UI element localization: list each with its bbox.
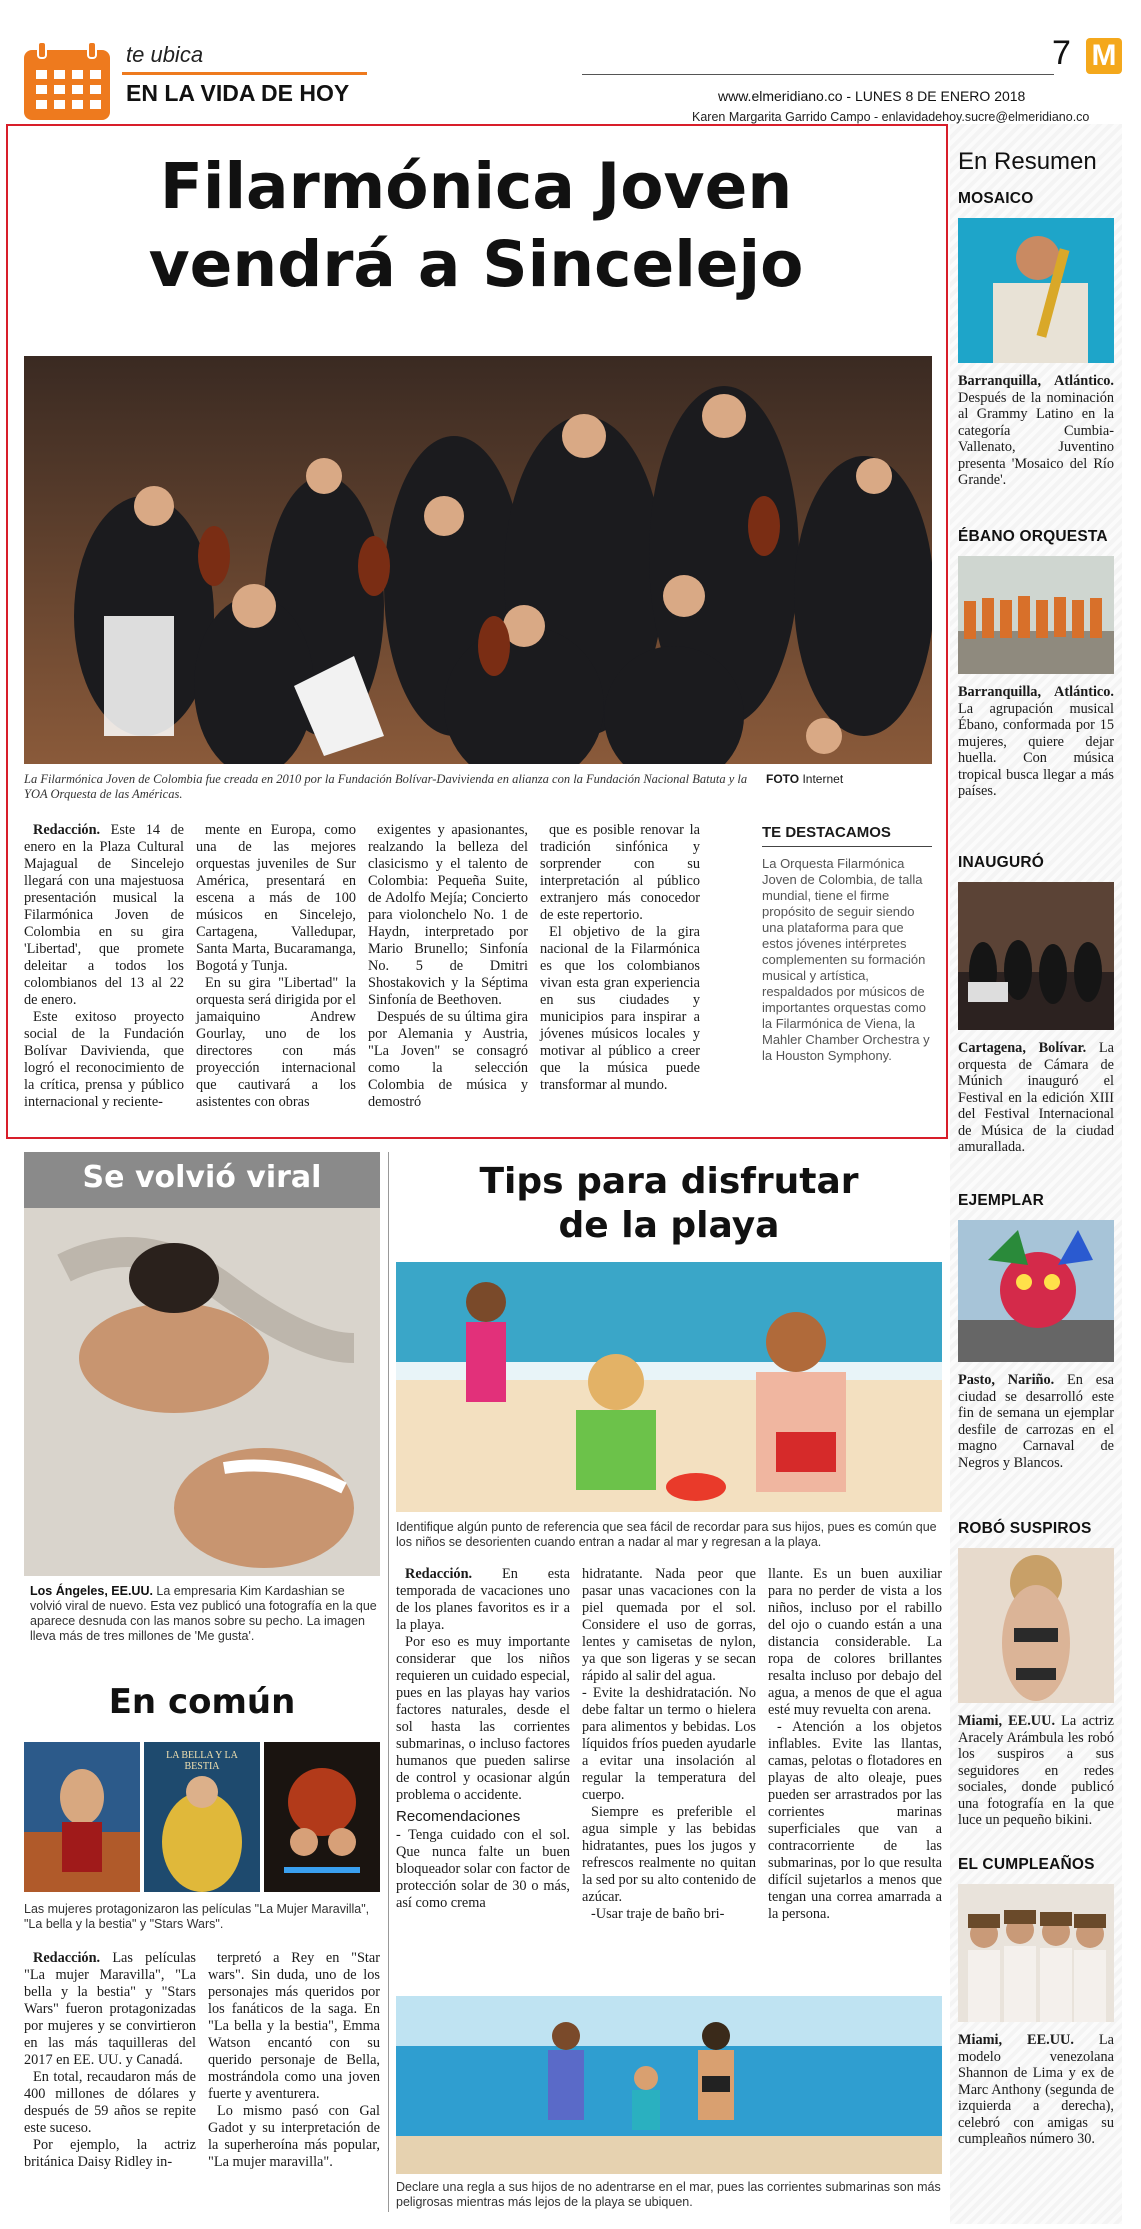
resumen-item-robo-suspiros — [958, 1520, 1114, 1829]
comun-column-1 — [24, 1950, 196, 2171]
actress-bikini-photo — [958, 1548, 1114, 1703]
resumen-item-ebano — [958, 528, 1114, 800]
comun-col2-p1: terpretó a Rey en "Star wars". Sin duda, uno de los personajes más queridos por los fanáticos de la saga. En "La bella y la bestia", Emma Watson encantó con su querido personaje de Bella, mostrándola como una joven fuerte y aventurera. — [208, 1950, 380, 2102]
main-col3-p1: exigentes y apasionantes, realzando la belleza del clasicismo y el talento de Colombia: Pequeña Suite, de Adolfo Mejía; Concierto para violonchelo No. 1 de Haydn, interpretado por Mario Brunello; Sinfonía No. 5 de Dmitri Shostakovich y la Séptima Sinfonía de Beethoven. — [368, 822, 528, 1008]
comun-column-2 — [208, 1950, 380, 2171]
comun-col1-p1: Las películas "La mujer Maravilla", "La bella y la bestia" y "Stars Wars" fueron protagonizadas por mujeres y se convirtieron en las más taquilleras del 2017 en EE. UU. y Canadá. — [24, 1950, 196, 2068]
resumen-text-4: En esa ciudad se desarrolló este fin de semana un ejemplar desfile de carrozas en el magno Carnaval de Negros y Blancos. — [958, 1372, 1114, 1471]
resumen-head-5: ROBÓ SUSPIROS — [958, 1520, 1092, 1537]
main-column-4 — [540, 822, 700, 1094]
te-destacamos-rule — [762, 846, 932, 847]
resumen-head-6: EL CUMPLEAÑOS — [958, 1856, 1095, 1873]
top-rule — [582, 74, 1054, 75]
main-headline-line-1: Filarmónica Joven — [159, 150, 793, 223]
resumen-lead-4: Pasto, Nariño. — [958, 1372, 1055, 1388]
section-label-big: EN LA VIDA DE HOY — [126, 80, 350, 106]
viral-text: La empresaria Kim Kardashian se volvió viral de nuevo. Esta vez publicó una fotografía en la que aparece desnuda con las manos sobre su pecho. La imagen lleva más de tres millones de 'Me gusta'. — [30, 1584, 377, 1643]
tips-col1-p1: En esta temporada de vacaciones uno de los planes favoritos es ir a la playa. — [396, 1566, 570, 1633]
carnival-float-photo — [958, 1220, 1114, 1362]
resumen-lead-1: Barranquilla, Atlántico. — [958, 373, 1114, 389]
viral-caption — [30, 1584, 378, 1644]
resumen-item-inauguro — [958, 854, 1114, 1156]
logo-icon: M — [1086, 38, 1122, 74]
tips-col2-p1: hidratante. Nada peor que pasar unas vacaciones con la piel quemada por el sol. Considere el uso de gorras, lentes y camisetas de nylon, ya que son ligeras y se secan rápido al salir del agua. — [582, 1566, 756, 1684]
family-sea-photo — [396, 1996, 942, 2174]
tips-title-line-2: de la playa — [558, 1205, 780, 1246]
resumen-item-ejemplar — [958, 1192, 1114, 1471]
resumen-lead-3: Cartagena, Bolívar. — [958, 1040, 1087, 1056]
comun-col1-p2: En total, recaudaron más de 400 millones de dólares y después de 59 años se repite este suceso. — [24, 2069, 196, 2136]
chamber-orchestra-photo — [958, 882, 1114, 1030]
main-col4-p1: que es posible renovar la tradición sinfónica y sorprender con su interpretación al público extranjero más conocedor de este repertorio. — [540, 822, 700, 923]
comun-title: En común — [108, 1682, 296, 1722]
tips-col2-p4: -Usar traje de baño bri- — [591, 1906, 725, 1922]
main-column-3 — [368, 822, 528, 1111]
beauty-beast-poster-title: LA BELLA Y LA BESTIA — [166, 1750, 238, 1772]
resumen-head-3: INAUGURÓ — [958, 854, 1044, 871]
main-headline-line-2: vendrá a Sincelejo — [148, 228, 804, 301]
viral-lead: Los Ángeles, EE.UU. — [30, 1584, 153, 1598]
resumen-head-1: MOSAICO — [958, 190, 1034, 207]
comun-col1-lead: Redacción. — [33, 1950, 101, 1966]
resumen-lead-5: Miami, EE.UU. — [958, 1713, 1056, 1729]
resumen-text-5: La actriz Aracely Arámbula les robó los suspiros a sus seguidores en redes sociales, donde publicó una fotografía en la que luce un pequeño bikini. — [958, 1713, 1114, 1828]
calendar-icon — [22, 40, 114, 124]
main-headline — [20, 148, 932, 304]
te-destacamos-text: La Orquesta Filarmónica Joven de Colombia, de talla mundial, tiene el firme propósito de seguir siendo una plataforma para que estos jóvenes intérpretes complementen su formación musical y artística, respaldados por músicos de importantes orquestas como la Filarmónica de Viena, la Mahler Chamber Orchestra y la Houston Symphony. — [762, 856, 930, 1063]
tips-col2-p3: Siempre es preferible el agua simple y las bebidas hidratantes, pues los jugos y refrescos realmente no quitan la sed por su alto contenido de azúcar. — [582, 1804, 756, 1905]
tips-col1-p3: - Tenga cuidado con el sol. Que nunca falte un buen bloqueador solar con factor de protección solar de 30 o más, así como crema — [396, 1827, 570, 1911]
tips-col1-lead: Redacción. — [405, 1566, 473, 1582]
main-col4-p2: El objetivo de la gira nacional de la Filarmónica es que los colombianos vivan esta gran experiencia en sus ciudades y municipios para inspirar a jóvenes músicos locales y motivar al público a creer que la música puede transformar al mundo. — [540, 924, 700, 1093]
comun-col2-p2: Lo mismo pasó con Gal Gadot y su interpretación de la superheroína más popular, "La mujer maravilla". — [208, 2103, 380, 2170]
main-photo-caption: La Filarmónica Joven de Colombia fue creada en 2010 por la Fundación Bolívar-Davivienda en alianza con la Fundación Nacional Batuta y la YOA Orquesta de las Américas. — [24, 772, 748, 801]
resumen-lead-6: Miami, EE.UU. — [958, 2032, 1074, 2048]
tips-col1-p2: Por eso es muy importante considerar que los niños requieren un cuidado especial, pues en las playas hay varios factores naturales, desde el sol hasta las corrientes submarinas, o incluso factores humanos que pueden salirse de control y ocasionar algún problema o accidente. — [396, 1634, 570, 1803]
resumen-item-cumpleanos — [958, 1856, 1114, 2148]
tips-column-1 — [396, 1566, 570, 1912]
tips-col2-p2: - Evite la deshidratación. No debe faltar un termo o hielera para alimentos y bebidas. Los líquidos fríos pueden ayudarle a evitar una insolación al regular la temperatura del cuerpo. — [582, 1685, 756, 1803]
tips-title — [396, 1160, 942, 1248]
section-header — [22, 36, 367, 118]
kardashian-photo — [24, 1208, 380, 1576]
te-destacamos-title: TE DESTACAMOS — [762, 824, 891, 841]
section-label-small: te ubica — [126, 42, 204, 67]
resumen-text-1: Después de la nominación al Grammy Latino en la categoría Cumbia-Vallenato, Juventino presenta 'Mosaico del Río Grande'. — [958, 389, 1114, 488]
page-number: 7 — [1052, 34, 1071, 72]
beauty-beast-poster — [144, 1742, 260, 1892]
comun-col1-p3: Por ejemplo, la actriz británica Daisy Ridley in- — [24, 2137, 196, 2170]
main-col1-p2: Este exitoso proyecto social de la Fundación Bolívar Davivienda, que logró el reconocimiento de la crítica, prensa y público internacional y reciente- — [24, 1009, 184, 1110]
resumen-text-3: La orquesta de Cámara de Múnich inauguró el Festival en la edición XIII del Festival Internacional de Música de la ciudad amurallada. — [958, 1040, 1114, 1155]
tips-top-caption: Identifique algún punto de referencia que sea fácil de recordar para sus hijos, pues es común que los niños se desorienten cuando entran a nadar al mar y regresan a la playa. — [396, 1520, 937, 1549]
section-orange-rule — [122, 72, 367, 75]
comun-caption: Las mujeres protagonizaron las películas "La Mujer Maravilla", "La bella y la bestia" y "Stars Wars". — [24, 1902, 370, 1931]
main-column-1 — [24, 822, 184, 1111]
viral-title: Se volvió viral — [82, 1160, 322, 1195]
column-divider — [388, 1152, 389, 2212]
tips-subhead: Recomendaciones — [396, 1808, 521, 1825]
resumen-lead-2: Barranquilla, Atlántico. — [958, 684, 1114, 700]
resumen-text-6: La modelo venezolana Shannon de Lima y ex de Marc Anthony (segunda de izquierda a derecha), celebró con amigas su cumpleaños número 30. — [958, 2032, 1115, 2147]
editor-line: Karen Margarita Garrido Campo - enlavidadehoy.sucre@elmeridiano.co — [692, 110, 1090, 124]
photo-credit-label: FOTO — [766, 772, 800, 786]
main-col2-p2: En su gira "Libertad" la orquesta será dirigida por el jamaiquino Andrew Gourlay, uno de los directores con más proyección internacional que cautivará a los asistentes con obras — [196, 975, 356, 1110]
resumen-title: En Resumen — [958, 148, 1097, 175]
main-col3-p2: Después de su última gira por Alemania y Austria, "La Joven" se consagró como la selección Colombia de música y demostró — [368, 1009, 528, 1110]
ebano-band-photo — [958, 556, 1114, 674]
birthday-friends-photo — [958, 1884, 1114, 2022]
resumen-head-2: ÉBANO ORQUESTA — [958, 528, 1108, 545]
main-col2-p1: mente en Europa, como una de las mejores orquestas juveniles de Sur América, presentará en escena a más de 100 músicos en Sincelejo, Cartagena, Valledupar, Santa Marta, Bucaramanga, Bogotá y Tunja. — [196, 822, 356, 974]
website-date: www.elmeridiano.co - LUNES 8 DE ENERO 2018 — [718, 88, 1026, 104]
tips-col3-p1: llante. Es un buen auxiliar para no perder de vista a los niños, incluso por el rabillo del ojo o cuando están a una distancia considerable. La ropa de colores brillantes resalta incluso por debajo del agua, a menos de que el agua esté muy revuelta con arena. — [768, 1566, 942, 1718]
tips-col3-p2: - Atención a los objetos inflables. Evite las llantas, camas, pelotas o flotadores en playas de alto oleaje, pues pueden ser arrastrados por las corrientes marinas superficiales que van a contracorriente de las submarinas, por lo que resulta difícil sujetarlos a menos que tengan una correa amarrada a la persona. — [768, 1719, 942, 1922]
main-column-2 — [196, 822, 356, 1111]
tips-column-2 — [582, 1566, 756, 1923]
tips-bottom-caption: Declare una regla a sus hijos de no adentrarse en el mar, pues las corrientes submarinas son más peligrosas mientras más lejos de la playa se ubiquen. — [396, 2180, 941, 2209]
main-col1-lead: Redacción. — [33, 822, 101, 838]
resumen-text-2: La agrupación musical Ébano, conformada por 15 mujeres, quiere dejar huella. Con música tropical busca llegar a más países. — [958, 700, 1114, 799]
photo-credit — [766, 772, 843, 786]
orchestra-photo — [24, 356, 932, 764]
main-col1-p1: Este 14 de enero en la Plaza Cultural Majagual de Sincelejo llegará con una majestuosa presentación musical la Filarmónica Joven de Colombia en su gira 'Libertad', que promete deleitar a todos los colombianos del 13 al 22 de enero. — [24, 822, 184, 1008]
resumen-head-4: EJEMPLAR — [958, 1192, 1045, 1209]
photo-credit-value: Internet — [802, 772, 844, 786]
kids-beach-photo — [396, 1262, 942, 1512]
resumen-item-mosaico — [958, 190, 1114, 489]
tips-title-line-1: Tips para disfrutar — [479, 1161, 859, 1202]
wonder-woman-poster — [24, 1742, 140, 1892]
tips-column-3 — [768, 1566, 942, 1923]
star-wars-poster — [264, 1742, 380, 1892]
saxophonist-photo — [958, 218, 1114, 363]
